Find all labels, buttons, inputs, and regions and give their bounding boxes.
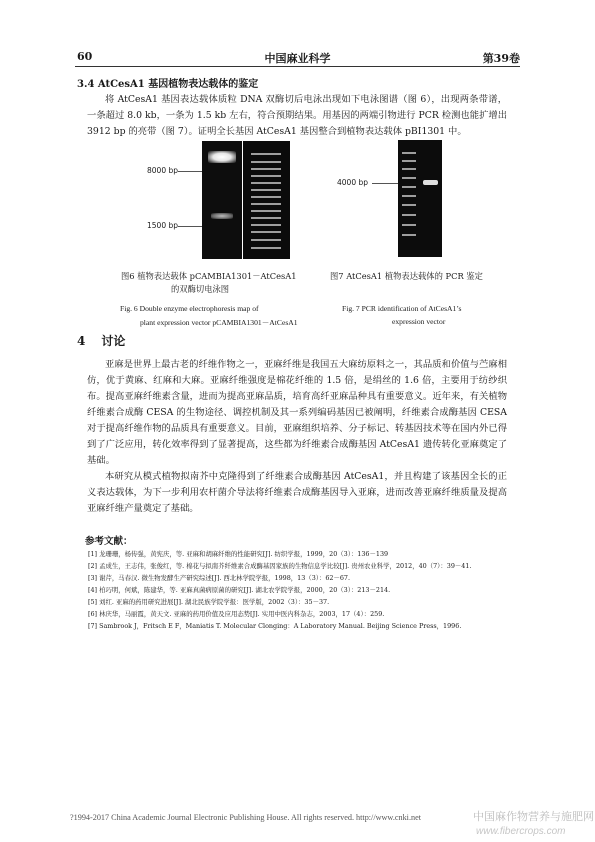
- figure-7-caption-en-2: expression vector: [392, 317, 446, 326]
- marker-8000bp-pointer: [178, 171, 202, 172]
- figure-7-caption-en-1: Fig. 7 PCR identification of AtCesA1’s: [342, 304, 462, 313]
- marker-4000bp-pointer: [372, 183, 398, 184]
- section-4-heading: [77, 332, 125, 349]
- reference-item: [5] 刘红. 亚麻的药用研究进展[J]. 湖北民族学院学报：医学版，2002（3）：35－37.: [88, 598, 330, 606]
- section-4-number: 4: [77, 334, 86, 348]
- volume-label: 第39卷: [482, 52, 520, 65]
- marker-1500bp-pointer: [178, 226, 202, 227]
- reference-item: [4] 柏巧明，何斌，陈建华，等. 亚麻真菌病原菌的研究[J]. 湖北农学院学报，2000，20（3）：213－214.: [88, 586, 391, 594]
- reference-item: [3] 谢芹，马春汉. 微生物发酵生产研究综述[J]. 西北林学院学报，1998，13（3）：62－67.: [88, 574, 351, 582]
- figure-7-caption-cn: 图7 AtCesA1 植物表达载体的 PCR 鉴定: [330, 271, 483, 281]
- copyright-footer: ?1994-2017 China Academic Journal Electronic Publishing House. All rights reserved. http://www.cnki.net: [70, 813, 422, 822]
- section-3-4-body: [87, 92, 507, 140]
- journal-title: 中国麻业科学: [264, 52, 331, 65]
- figure-6-ladder-lane: [243, 141, 290, 259]
- section-3-4-heading: 3.4 AtCesA1 基因植物表达载体的鉴定: [77, 79, 259, 90]
- page-number: 60: [77, 50, 93, 63]
- gel-band-3912bp: [423, 180, 438, 185]
- discussion-paragraph-1: 亚麻是世界上最古老的纤维作物之一，亚麻纤维是我国五大麻纺原料之一，其品质和价值与苎麻相仿，优于黄麻、红麻和大麻。亚麻纤维强度是棉花纤维的 1.5 倍，是绢丝的 1.6 倍，主要用于纺纱织布。提高亚麻纤维素含量，进而为提高亚麻品质，培育高纤亚麻品种具有重要意义。近年来，有关植物纤维素合成酶 CESA 的生物途径、调控机制及其一系列编码基因已被阐明，纤维素合成酶基因 CESA 对于提高纤维作物的品质具有重要意义。目前，亚麻组织培养、分子标记、转基因技术等在国内外已得到了广泛应用，转化效率得到了显著提高，这些都为纤维素合成酶基因 AtCesA1 遗传转化亚麻奠定了基础。: [87, 359, 507, 466]
- reference-item: [1] 龙珊珊，杨传强，黄宪庆，等. 亚麻和胡麻纤维的性能研究[J]. 纺织学报，1999，20（3）：136－139: [88, 550, 389, 558]
- section-4-body: [87, 357, 507, 517]
- figure-6-caption-en-1: Fig. 6 Double enzyme electrophoresis map of: [120, 304, 259, 313]
- reference-item: [7] Sambrook J，Fritsch E F，Maniatis T. Molecular Clonging：A Laboratory Manual. Beijing Science Press，1996.: [88, 622, 462, 630]
- marker-1500bp: 1500 bp: [147, 221, 178, 230]
- figure-6-caption-cn-2: 的双酶切电泳图: [171, 284, 230, 294]
- figure-6-gel-lane: [202, 141, 242, 259]
- figure-6-caption-en-2: plant expression vector pCAMBIA1301－AtCesA1: [140, 318, 298, 327]
- gel-band-1-5kb: [211, 213, 233, 219]
- reference-item: [6] 林庆华，马丽霞，黄天文. 亚麻的药用价值及应用态势[J]. 实用中医内科杂志，2003，17（4）：259.: [88, 610, 385, 618]
- watermark-url: www.fibercrops.com: [476, 826, 566, 837]
- watermark-site-name: 中国麻作物营养与施肥网: [473, 810, 594, 823]
- figure-6-caption-cn-1: 图6 植物表达载体 pCAMBIA1301－AtCesA1: [121, 271, 297, 281]
- discussion-paragraph-2: 本研究从模式植物拟南芥中克隆得到了纤维素合成酶基因 AtCesA1，并且构建了该基因全长的正义表达载体，为下一步利用农杆菌介导法将纤维素合成酶基因导入亚麻，进而改善亚麻纤维质量及提高亚麻纤维产量奠定了基础。: [87, 471, 507, 514]
- gel-band-8kb: [208, 151, 236, 163]
- marker-8000bp: 8000 bp: [147, 166, 178, 175]
- header-divider: [75, 66, 520, 67]
- section-4-title: 讨论: [101, 334, 126, 348]
- references-title: 参考文献：: [85, 536, 133, 547]
- marker-4000bp: 4000 bp: [337, 178, 368, 187]
- reference-item: [2] 孟成生，王志伟，张俊红，等. 棉花与拟南芥纤维素合成酶基因家族的生物信息学比较[J]. 贵州农业科学，2012，40（7）：39－41.: [88, 562, 472, 570]
- section-3-4-paragraph: 将 AtCesA1 基因表达载体质粒 DNA 双酶切后电泳出现如下电泳图谱（图 6），出现两条带谱，一条超过 8.0 kb，一条为 1.5 kb 左右，符合预期结果。用基因的两端引物进行 PCR 检测也能扩增出 3912 bp 的亮带（图 7）。证明全长基因 AtCesA1 基因整合到植物表达载体 pBI1301 中。: [87, 94, 507, 137]
- figure-7-gel: [398, 140, 442, 257]
